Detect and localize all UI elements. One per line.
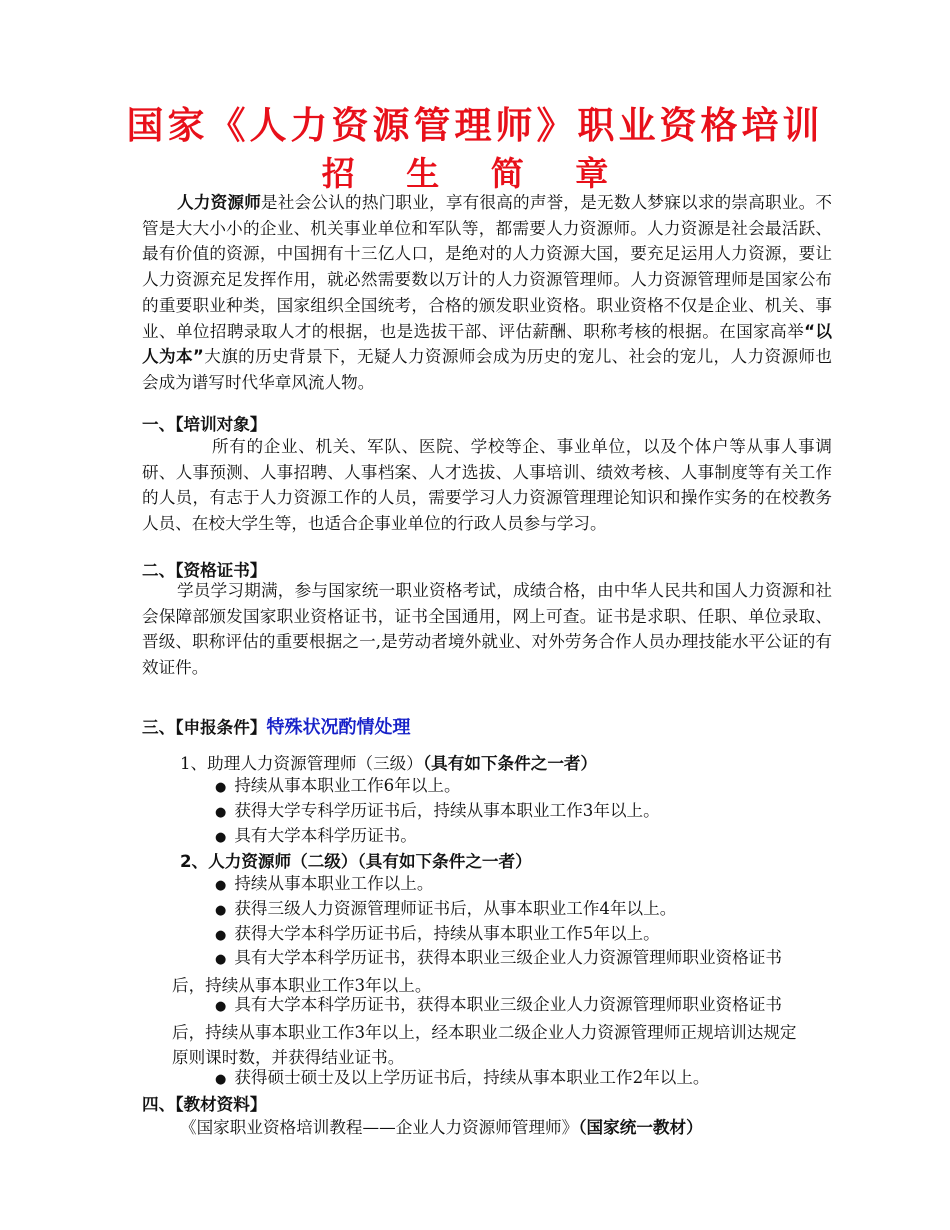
section3-heading-label: 三、【申报条件】	[142, 718, 267, 737]
document-subtitle: 招 生 简 章	[321, 154, 629, 193]
intro-text-b: 大旗的历史背景下，无疑人力资源师会成为历史的宠儿、社会的宠儿，人力资源师也会成为谱写时代华章风流人物。	[142, 347, 833, 392]
section2-body: 学员学习期满，参与国家统一职业资格考试，成绩合格，由中华人民共和国人力资源和社会保障部颁发国家职业资格证书，证书全国通用，网上可查。证书是求职、任职、单位录取、晋级、职称评估的重要根据之一,是劳动者境外就业、对外劳务合作人员办理技能水平公证的有效证件。	[142, 581, 832, 678]
bullet-icon: ●	[215, 830, 227, 845]
level3-title-b: （具有如下条件之一者）	[422, 754, 598, 773]
bullet-icon: ●	[215, 952, 227, 967]
level2-title-b: （具有如下条件之一者）	[357, 852, 532, 871]
intro-bold-lead: 人力资源师	[177, 193, 262, 212]
intro-bold-quote: “以人为本”	[142, 321, 833, 367]
textbook-line	[180, 1114, 703, 1138]
bullet-icon: ●	[215, 903, 227, 918]
bullet-icon: ●	[215, 999, 227, 1014]
intro-text-a: 是社会公认的热门职业，享有很高的声誉，是无数人梦寐以求的崇高职业。不管是大大小小的企业、机关事业单位和军队等，都需要人力资源师。人力资源是社会最活跃、最有价值的资源，中国拥有十三亿人口，是绝对的人力资源大国，要充足运用人力资源，要让人力资源充足发挥作用，就必然需要数以万计的人力资源管理师。人力资源管理师是国家公布的重要职业种类，国家组织全国统考，合格的颁发职业资格。职业资格不仅是企业、机关、事业、单位招聘录取人才的根据，也是选拔干部、评估薪酬、职称考核的根据。在国家高举	[142, 193, 833, 341]
textbook-note: （国家统一教材）	[578, 1118, 703, 1137]
section1-heading: 一、【培训对象】	[142, 415, 267, 434]
section4-heading: 四、【教材资料】	[142, 1095, 267, 1114]
document-title: 国家《人力资源管理师》职业资格培训	[126, 103, 824, 147]
level2-item: ● 具有大学本科学历证书，获得本职业三级企业人力资源管理师职业资格证书后，持续从事本职业工作3年以上。	[172, 948, 782, 995]
section2-heading: 二、【资格证书】	[142, 561, 267, 580]
level3-item: ● 获得大学专科学历证书后，持续从事本职业工作3年以上。	[215, 801, 660, 820]
section1-body: 所有的企业、机关、军队、医院、学校等企、事业单位，以及个体户等从事人事调研、人事预测、人事招聘、人事档案、人才选拔、人事培训、绩效考核、人事制度等有关工作的人员，有志于人力资源工作的人员，需要学习人力资源管理理论知识和操作实务的在校教务人员、在校大学生等，也适合企事业单位的行政人员参与学习。	[142, 437, 832, 534]
level3-title	[180, 750, 597, 774]
bullet-icon: ●	[215, 805, 227, 820]
bullet-icon: ●	[215, 878, 227, 893]
section3-heading	[142, 713, 410, 739]
textbook-title: 《国家职业资格培训教程——企业人力资源师管理师》	[180, 1118, 579, 1137]
level2-item: ● 获得硕士硕士及以上学历证书后，持续从事本职业工作2年以上。	[215, 1068, 710, 1087]
level2-title-a: 2、人力资源师（二级）	[180, 852, 358, 871]
level2-item: ● 持续从事本职业工作以上。	[215, 874, 434, 893]
level2-title	[180, 848, 532, 872]
level2-item: ● 具有大学本科学历证书，获得本职业三级企业人力资源管理师职业资格证书后，持续从事本职业工作3年以上，经本职业二级企业人力资源管理师正规培训达规定原则课时数，并获得结业证书。	[172, 995, 797, 1068]
level2-item: ● 获得大学本科学历证书后，持续从事本职业工作5年以上。	[215, 924, 660, 943]
section3-special-note: 特殊状况酌情处理	[266, 717, 411, 738]
intro-paragraph	[142, 190, 832, 396]
level3-item: ● 持续从事本职业工作6年以上。	[215, 776, 461, 795]
level3-item: ● 具有大学本科学历证书。	[215, 826, 417, 845]
bullet-icon: ●	[215, 780, 227, 795]
bullet-icon: ●	[215, 928, 227, 943]
level2-item: ● 获得三级人力资源管理师证书后，从事本职业工作4年以上。	[215, 899, 677, 918]
bullet-icon: ●	[215, 1072, 227, 1087]
level3-title-a: 1、助理人力资源管理师（三级）	[180, 754, 423, 773]
